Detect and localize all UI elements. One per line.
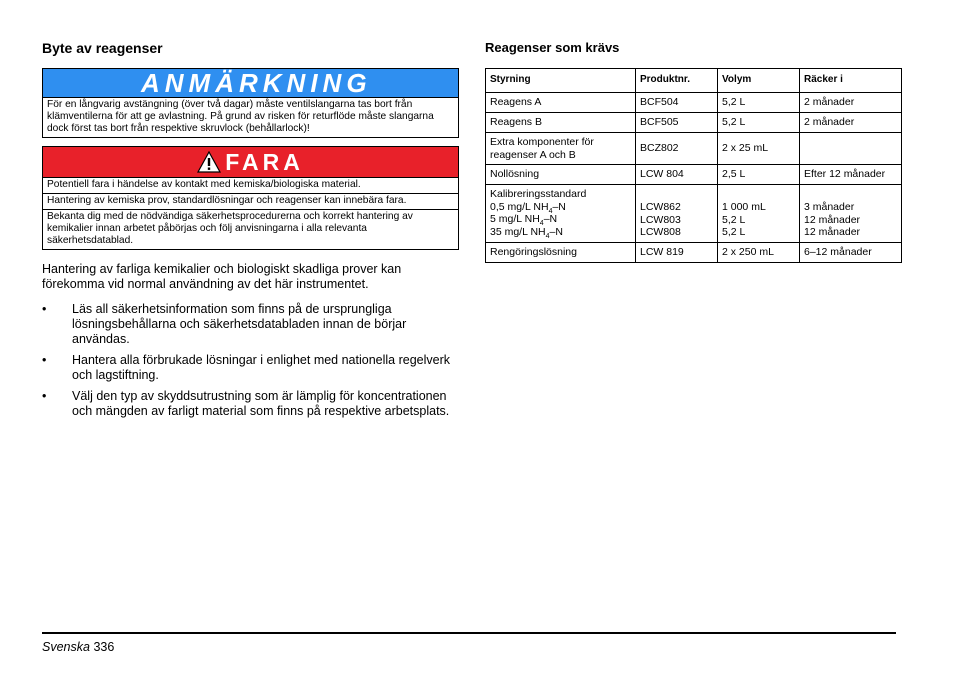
list-item: [42, 302, 459, 347]
list-item-text: Läs all säkerhetsinformation som finns på de ursprungliga lösningsbehållarna och säkerhetsdatabladen innan de börjar användas.: [72, 302, 407, 346]
intro-paragraph: Hantering av farliga kemikalier och biologiskt skadliga prover kan förekomma vid normal användning av det här instrumentet.: [42, 262, 402, 291]
danger-paragraph: Hantering av kemiska prov, standardlösningar och reagenser kan innebära fara.: [43, 193, 458, 209]
page-footer: [42, 640, 114, 654]
table-cell: [800, 133, 902, 165]
table-cell: 6–12 månader: [800, 242, 902, 262]
list-item-text: Välj den typ av skyddsutrustning som är lämplig för koncentrationen och mängden av farligt material som finns på respektive arbetsplats.: [72, 389, 450, 418]
table-cell: 2 månader: [800, 93, 902, 113]
footer-divider: [42, 632, 896, 634]
table-cell: 5,2 L: [718, 113, 800, 133]
left-column: [42, 40, 459, 425]
table-cell: Efter 12 månader: [800, 165, 902, 185]
table-cell: LCW 804: [636, 165, 718, 185]
warning-triangle-icon: [197, 151, 221, 173]
right-column: [485, 40, 901, 263]
table-cell: [486, 185, 636, 243]
table-cell: Rengöringslösning: [486, 242, 636, 262]
list-item: [42, 353, 459, 383]
section-heading-reagent-change: Byte av reagenser: [42, 40, 163, 56]
danger-box: [42, 146, 459, 250]
table-cell: 2 månader: [800, 113, 902, 133]
table-cell: 2 x 25 mL: [718, 133, 800, 165]
table-cell: BCF504: [636, 93, 718, 113]
bullet-marker: •: [42, 302, 47, 316]
page-number: 336: [93, 640, 115, 654]
notice-text: För en långvarig avstängning (över två dagar) måste ventilslangarna tas bort från klämventilerna för att ge avlastning. På grund av risken för returflöde måste slangarna dock först tas bort från respektive skruvlock (behållarlock)!: [47, 99, 434, 134]
table-cell: 3 månader 12 månader 12 månader: [800, 185, 902, 243]
calibration-title: Kalibreringsstandard: [490, 188, 587, 201]
bullet-marker: •: [42, 353, 47, 367]
table-cell: Reagens A: [486, 93, 636, 113]
table-cell: BCF505: [636, 113, 718, 133]
table-row: [486, 242, 902, 262]
column-header: Styrning: [486, 69, 636, 93]
table-row: [486, 93, 902, 113]
table-cell: LCW862 LCW803 LCW808: [636, 185, 718, 243]
notice-label: ANMÄRKNING: [43, 69, 458, 98]
table-row: [486, 165, 902, 185]
calibration-line: 35 mg/L $NH_4-N$: [490, 225, 563, 240]
column-header: Produktnr.: [636, 69, 718, 93]
danger-text: [43, 178, 458, 249]
table-row-calibration: [486, 185, 902, 243]
section-heading-required-reagents: Reagenser som krävs: [485, 40, 620, 55]
notice-box: [42, 68, 459, 138]
calibration-line: 5 mg/L $NH_4-N$: [490, 213, 558, 228]
danger-label: FARA: [225, 148, 304, 175]
table-cell: 1 000 mL 5,2 L 5,2 L: [718, 185, 800, 243]
list-item: [42, 389, 459, 419]
table-cell: Extra komponenter för reagenser A och B: [486, 133, 636, 165]
column-header: Volym: [718, 69, 800, 93]
bullet-marker: •: [42, 389, 47, 403]
column-header: Räcker i: [800, 69, 902, 93]
danger-paragraph: Bekanta dig med de nödvändiga säkerhetsprocedurerna och korrekt hantering av kemikalier innan arbetet påbörjas och följ anvisningarna i alla relevanta säkerhetsdatablad.: [43, 209, 458, 249]
reagents-table: [485, 68, 902, 263]
table-cell: Reagens B: [486, 113, 636, 133]
table-row: [486, 133, 902, 165]
table-cell: Nollösning: [486, 165, 636, 185]
footer-language: Svenska: [42, 640, 90, 654]
table-header-row: [486, 69, 902, 93]
table-cell: 2,5 L: [718, 165, 800, 185]
table-row: [486, 113, 902, 133]
safety-bullet-list: [42, 302, 459, 419]
list-item-text: Hantera alla förbrukade lösningar i enlighet med nationella regelverk och lagstiftning.: [72, 353, 451, 382]
danger-paragraph: Potentiell fara i händelse av kontakt med kemiska/biologiska material.: [47, 179, 361, 190]
table-cell: BCZ802: [636, 133, 718, 165]
table-cell: 5,2 L: [718, 93, 800, 113]
calibration-line: 0,5 mg/L $NH_4-N$: [490, 200, 566, 215]
table-cell: 2 x 250 mL: [718, 242, 800, 262]
table-cell: LCW 819: [636, 242, 718, 262]
